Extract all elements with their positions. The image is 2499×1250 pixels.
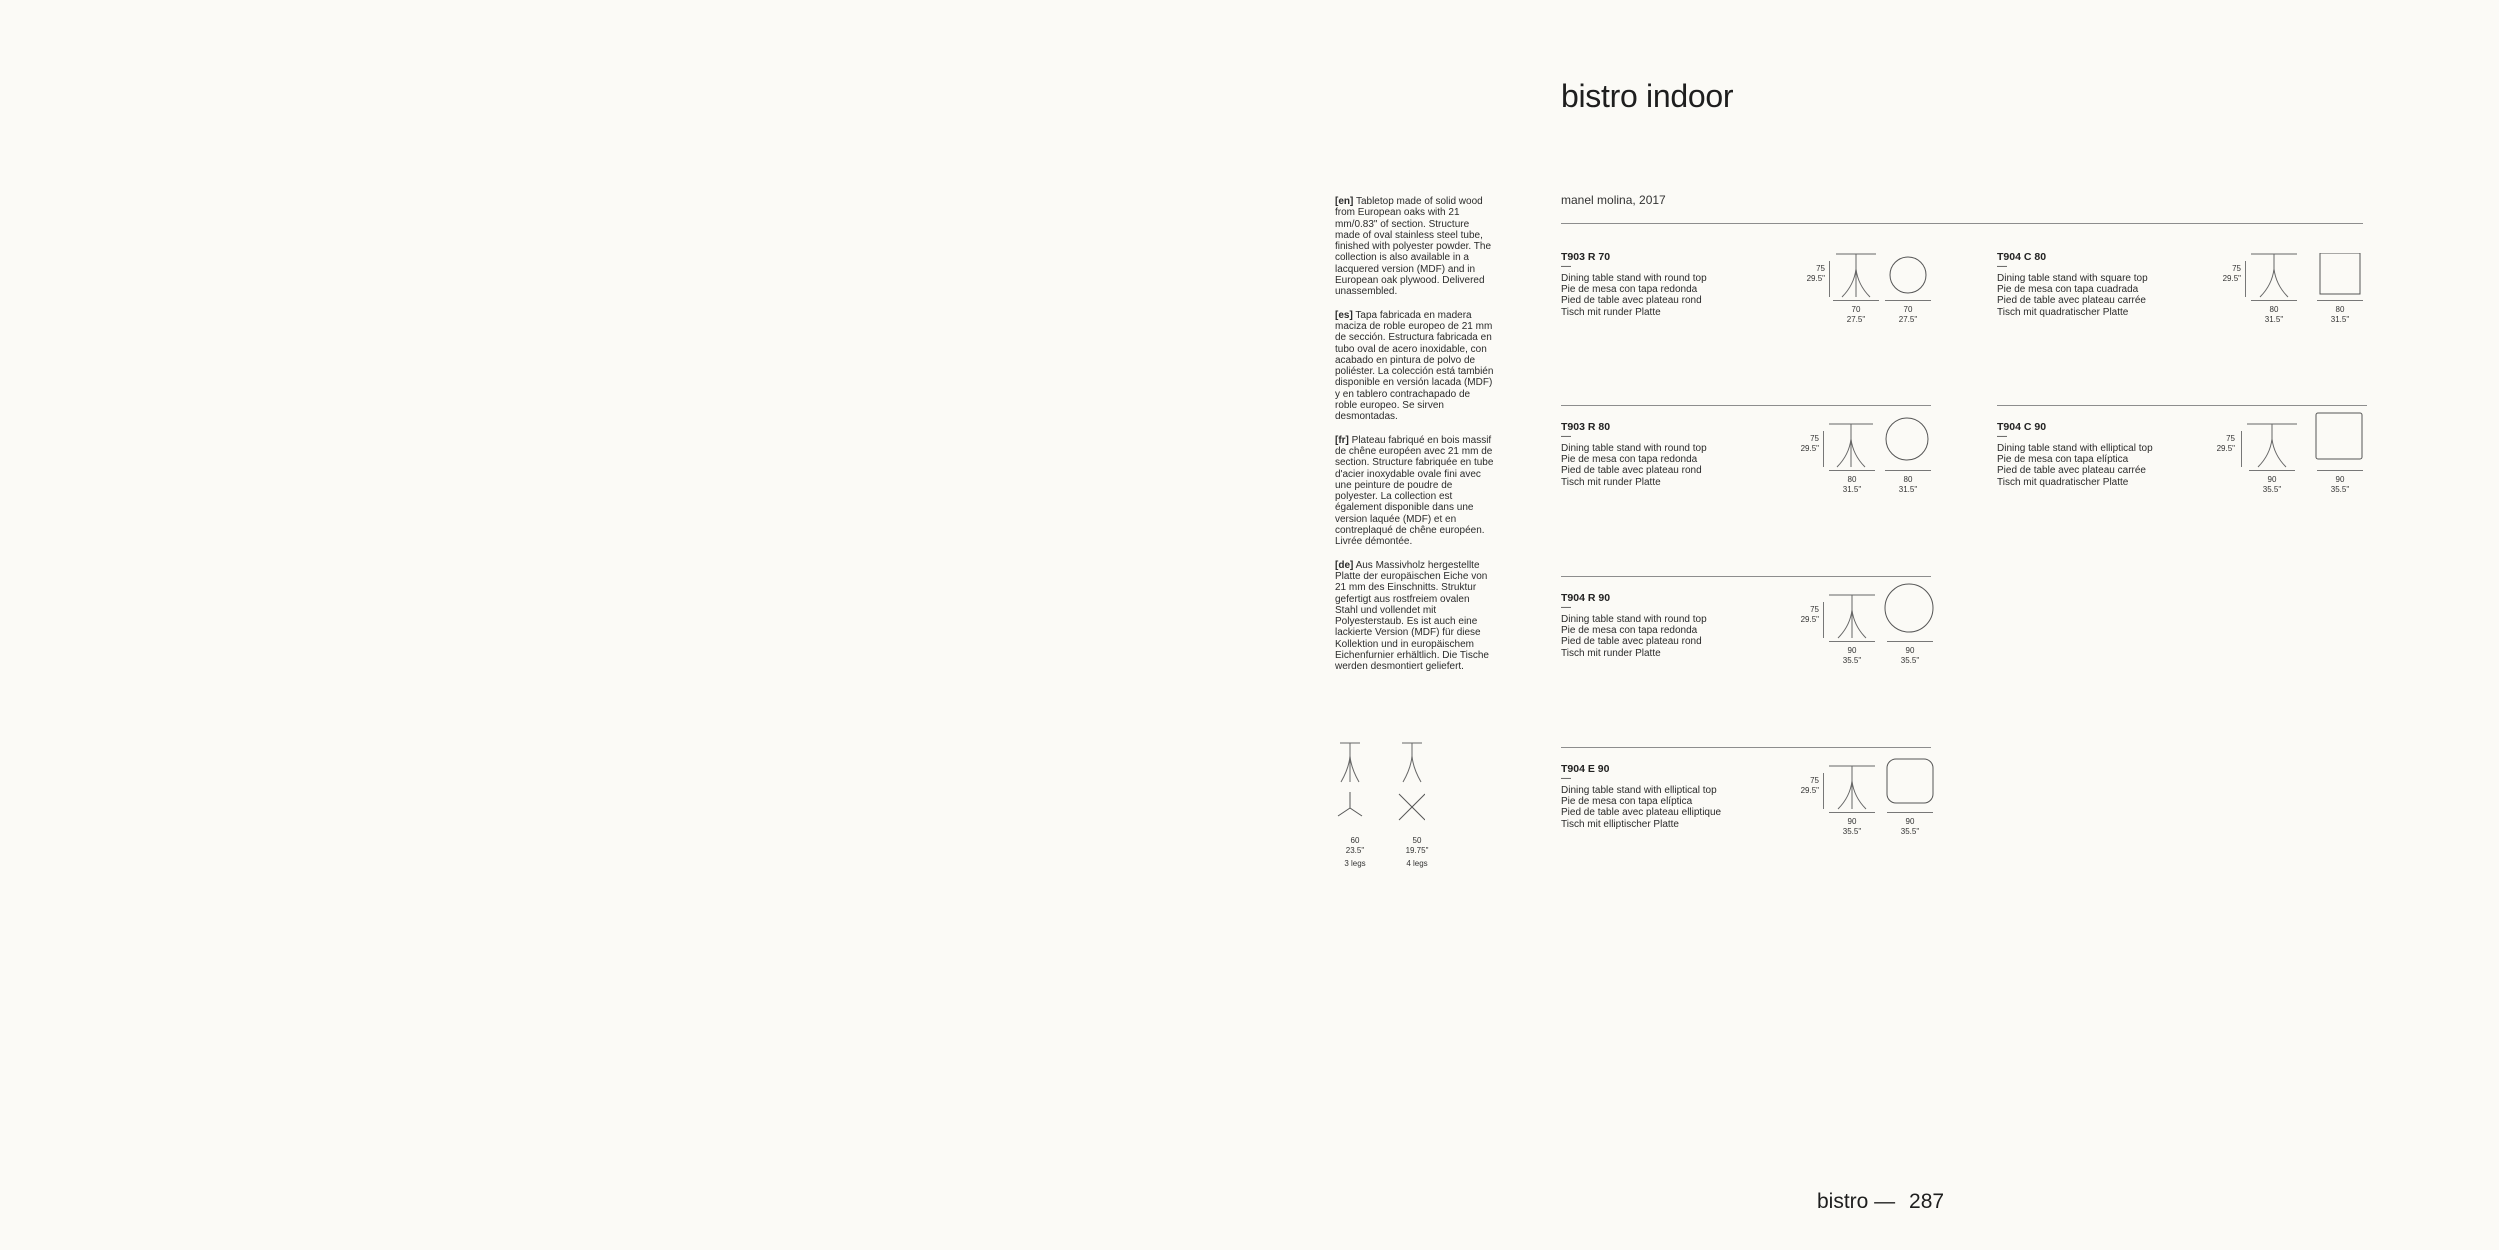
height-dim: 75 29.5" [2222,264,2241,283]
product-code: T903 R 70 [1561,251,1611,263]
elliptical-top-plan-icon [1883,757,1935,807]
product-card: T904 R 90 — Dining table stand with round top Pie de mesa con tapa redonda Pied de table avec plateau rond Tisch mit runder Platte 75 29.5" 90 35.5" 90 35.5" [1561,592,1931,702]
description-block [1335,196,1495,685]
footer-section: bistro — [1817,1190,1896,1213]
three-leg-base-side-icon [1340,743,1360,782]
table-side-view-icon [1827,763,1877,811]
product-code: T904 C 90 [1997,421,2047,433]
height-dim: 75 29.5" [1800,605,1819,624]
product-divider [1561,747,1931,748]
three-leg-base-dims: 60 23.5" 3 legs [1344,836,1366,868]
description-de: [de] Aus Massivholz hergestellte Platte der europäischen Eiche von 21 mm des Einschnitts. Struktur gefertigt aus rostfreiem ovalen Stahl und vollendet mit Polyesterstaub. Es ist auch eine lackierte Version (MDF) für diese Kollektion und in europäischem Eichenfurnier erhältlich. Die Tische werden desmontiert geliefert. [1335,559,1489,673]
product-divider [1997,405,2367,406]
height-dim: 75 29.5" [1806,264,1825,283]
page-number: 287 [1909,1190,1945,1213]
header-divider [1561,223,2363,224]
four-leg-base-plan-icon [1399,794,1425,820]
product-card: T904 C 80 — Dining table stand with square top Pie de mesa con tapa cuadrada Pied de table avec plateau carrée Tisch mit quadratischer Platte 75 29.5" 80 31.5" 80 31.5" [1997,251,2367,361]
product-names: Dining table stand with elliptical top Pie de mesa con tapa elíptica Pied de table avec plateau carrée Tisch mit quadratischer Platte [1997,443,2153,488]
round-top-plan-icon [1883,582,1935,636]
height-dim: 75 29.5" [2216,434,2235,453]
product-card: T904 E 90 — Dining table stand with elliptical top Pie de mesa con tapa elíptica Pied de table avec plateau elliptique Tisch mit elliptischer Platte 75 29.5" 90 35.5" 90 35.5" [1561,763,1931,873]
table-side-view-icon [2249,251,2299,299]
round-top-plan-icon [1883,415,1931,465]
square-top-plan-icon [2313,411,2363,465]
page-title: bistro indoor [1561,78,1734,114]
table-side-view-icon [1827,421,1877,469]
table-side-view-icon [2245,421,2299,469]
height-dim: 75 29.5" [1800,434,1819,453]
description-es: [es] Tapa fabricada en madera maciza de roble europeo de 21 mm de sección. Estructura fabricada en tubo oval de acero inoxidable, con acabado en pintura de polvo de poliéster. La colección está también disponible en versión lacada (MDF) y en tablero contrachapado de roble europeo. Se sirven desmontadas. [1335,309,1494,423]
three-leg-base-plan-icon [1338,792,1362,816]
designer-credit: manel molina, 2017 [1561,193,1666,207]
height-dim: 75 29.5" [1800,776,1819,795]
product-code: T904 E 90 [1561,763,1610,775]
four-leg-base-side-icon [1402,743,1422,782]
product-names: Dining table stand with round top Pie de mesa con tapa redonda Pied de table avec plateau rond Tisch mit runder Platte [1561,443,1707,488]
square-top-plan-icon [2317,253,2363,299]
product-names: Dining table stand with round top Pie de mesa con tapa redonda Pied de table avec plateau rond Tisch mit runder Platte [1561,614,1707,659]
product-code: T904 C 80 [1997,251,2047,263]
page-footer [1817,1190,1944,1214]
product-names: Dining table stand with round top Pie de mesa con tapa redonda Pied de table avec plateau rond Tisch mit runder Platte [1561,273,1707,318]
product-code: T904 R 90 [1561,592,1611,604]
product-card: T903 R 70 — Dining table stand with round top Pie de mesa con tapa redonda Pied de table avec plateau rond Tisch mit runder Platte 75 29.5" 70 27.5" 70 27.5" [1561,251,1931,361]
table-side-view-icon [1833,251,1879,299]
product-card: T903 R 80 — Dining table stand with round top Pie de mesa con tapa redonda Pied de table avec plateau rond Tisch mit runder Platte 75 29.5" 80 31.5" 80 31.5" [1561,421,1931,531]
product-divider [1561,576,1931,577]
round-top-plan-icon [1885,253,1931,299]
table-side-view-icon [1827,592,1877,640]
four-leg-base-dims: 50 19.75" 4 legs [1405,836,1429,868]
product-code: T903 R 80 [1561,421,1611,433]
description-fr: [fr] Plateau fabriqué en bois massif de chêne européen avec 21 mm de section. Structure fabriquée en tube d'acier inoxydable ovale fini avec une peinture de poudre de polyester. La collection est également disponible dans une version laquée (MDF) et en contreplaqué de chêne européen. Livrée démontée. [1335,434,1494,548]
base-diagrams [1335,738,1425,828]
description-en: [en] Tabletop made of solid wood from European oaks with 21 mm/0.83" of section. Structure made of oval stainless steel tube, finished with polyester powder. The collection is also available in a lacquered version (MDF) and in European oak plywood. Delivered unassembled. [1335,196,1492,298]
product-names: Dining table stand with elliptical top Pie de mesa con tapa elíptica Pied de table avec plateau elliptique Tisch mit elliptischer Platte [1561,785,1722,830]
product-card: T904 C 90 — Dining table stand with elliptical top Pie de mesa con tapa elíptica Pied de table avec plateau carrée Tisch mit quadratischer Platte 75 29.5" 90 35.5" 90 35.5" [1997,421,2367,531]
product-names: Dining table stand with square top Pie de mesa con tapa cuadrada Pied de table avec plateau carrée Tisch mit quadratischer Platte [1997,273,2148,318]
product-divider [1561,405,1931,406]
